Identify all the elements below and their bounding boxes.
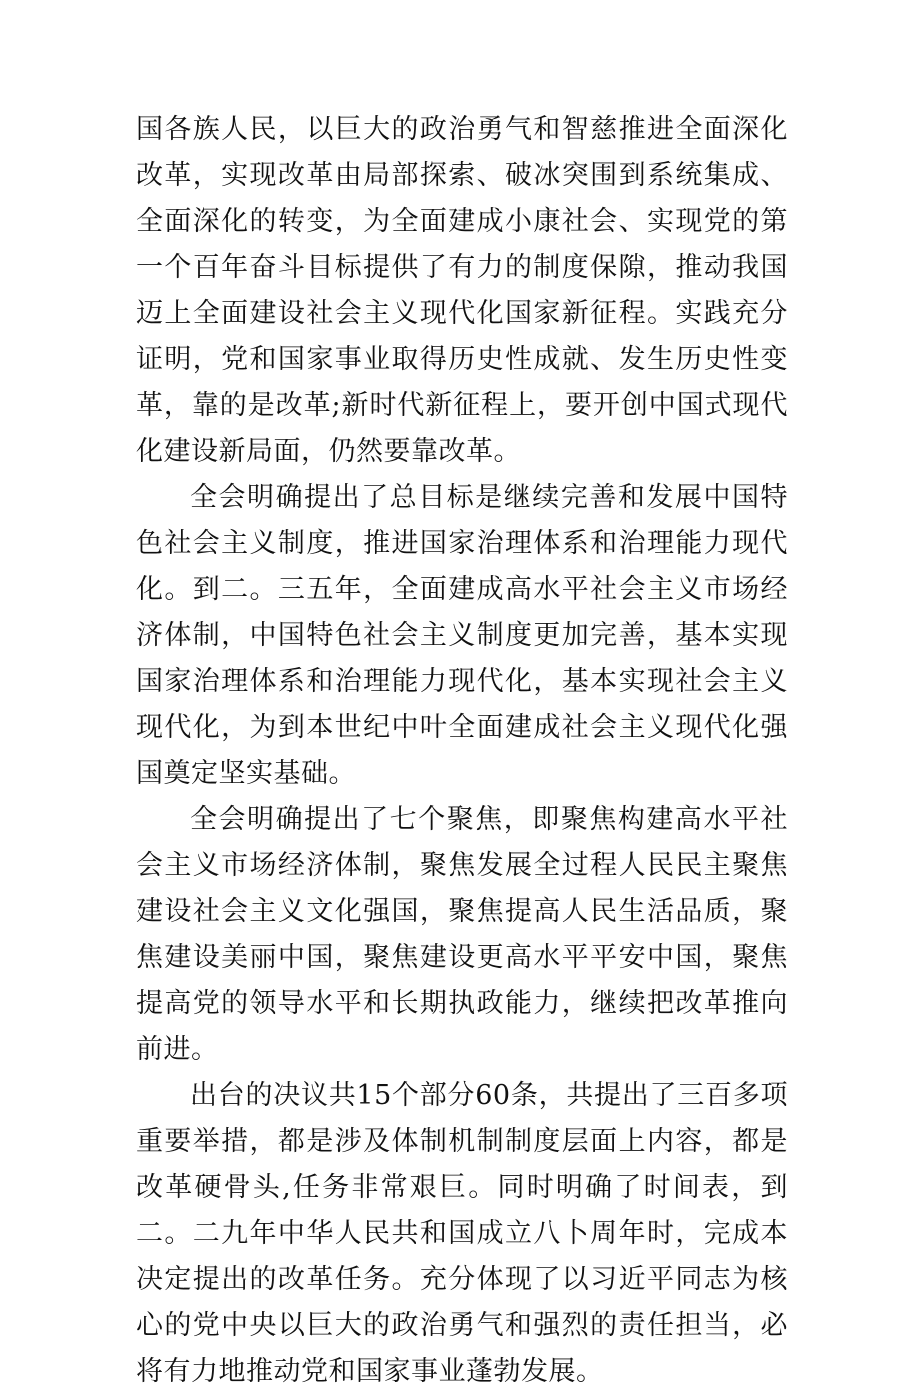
paragraph-overall-goal: 全会明确提出了总目标是继续完善和发展中国特色社会主义制度，推进国家治理体系和治理能力现代化。到二。三五年，全面建成高水平社会主义市场经济体制，中国特色社会主义制度更加完善，基本实现国家治理体系和治理能力现代化，基本实现社会主义现代化，为到本世纪中叶全面建成社会主义现代化强国奠定坚实基础。 bbox=[136, 482, 788, 789]
paragraph-seven-focuses: 全会明确提出了七个聚焦，即聚焦构建高水平社会主义市场经济体制，聚焦发展全过程人民民主聚焦建设社会主义文化强国，聚焦提高人民生活品质，聚焦建设美丽中国，聚焦建设更高水平平安中国，聚焦提高党的领导水平和长期执政能力，继续把改革推向前进。 bbox=[136, 804, 788, 1065]
document-body bbox=[136, 107, 788, 1395]
paragraph-resolution-measures: 出台的决议共15个部分60条，共提出了三百多项重要举措，都是涉及体制机制制度层面上内容，都是改革硬骨头,任务非常艰巨。同时明确了时间表，到二。二九年中华人民共和国成立八卜周年时，完成本决定提出的改革任务。充分体现了以习近平同志为核心的党中央以巨大的政治勇气和强烈的责任担当，必将有力地推动党和国家事业蓬勃发展。 bbox=[136, 1080, 788, 1387]
paragraph-continuation: 国各族人民，以巨大的政治勇气和智慈推进全面深化改革，实现改革由局部探索、破冰突围到系统集成、全面深化的转变，为全面建成小康社会、实现党的第一个百年奋斗目标提供了有力的制度保隙，推动我国迈上全面建设社会主义现代化国家新征程。实践充分证明，党和国家事业取得历史性成就、发生历史性变革，靠的是改革;新时代新征程上，要开创中国式现代化建设新局面，仍然要靠改革。 bbox=[136, 114, 788, 467]
